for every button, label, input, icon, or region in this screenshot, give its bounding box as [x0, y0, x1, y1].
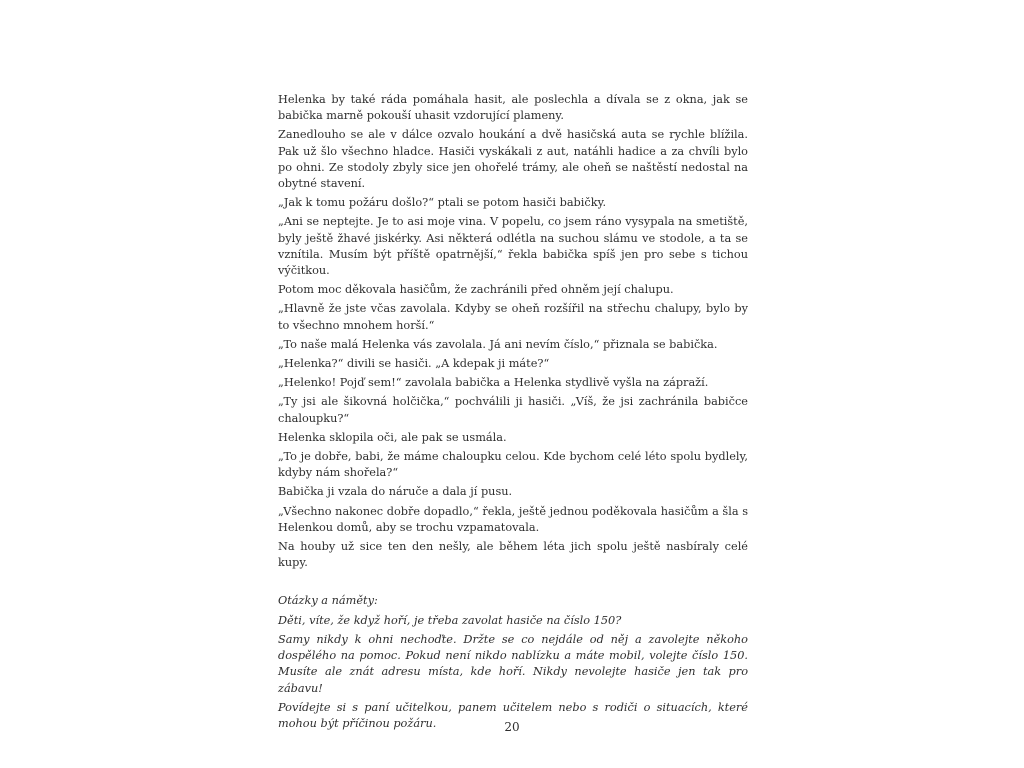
- paragraph: „Ani se neptejte. Je to asi moje vina. V popelu, co jsem ráno vysypala na smetiště, byly ještě žhavé jiskérky. Asi některá odlétla na suchou slámu ve stodole, a ta se vznítila. Musím být příště opatrnější,“ řekla babička spíš jen pro sebe s tichou výčitkou.: [278, 215, 748, 278]
- story-text: [278, 92, 748, 735]
- question-item: Povídejte si s paní učitelkou, panem učitelem nebo s rodiči o situacích, které mohou být příčinou požáru.: [278, 700, 748, 730]
- question-item: Děti, víte, že když hoří, je třeba zavolat hasiče na číslo 150?: [278, 613, 622, 627]
- paragraph: „Jak k tomu požáru došlo?“ ptali se potom hasiči babičky.: [278, 196, 607, 210]
- paragraph: „To je dobře, babi, že máme chaloupku celou. Kde bychom celé léto spolu bydlely, kdyby nám shořela?“: [278, 450, 748, 480]
- paragraph: Zanedlouho se ale v dálce ozvalo houkání a dvě hasičská auta se rychle blížila. Pak už šlo všechno hladce. Hasiči vyskákali z aut, natáhli hadice a za chvíli bylo po ohni. Ze stodoly zbyly sice jen ohořelé trámy, ale oheň se naštěstí nedostal na obytné stavení.: [278, 128, 748, 191]
- paragraph: „To naše malá Helenka vás zavolala. Já ani nevím číslo,“ přiznala se babička.: [278, 337, 718, 351]
- paragraph: „Hlavně že jste včas zavolala. Kdyby se oheň rozšířil na střechu chalupy, bylo by to všechno mnohem horší.“: [278, 302, 748, 332]
- paragraph: „Helenka?“ divili se hasiči. „A kdepak ji máte?“: [278, 357, 550, 371]
- paragraph: Potom moc děkovala hasičům, že zachránili před ohněm její chalupu.: [278, 283, 674, 297]
- paragraph: „Všechno nakonec dobře dopadlo,“ řekla, ještě jednou poděkovala hasičům a šla s Helenkou domů, aby se trochu vzpamatovala.: [278, 504, 748, 534]
- page-number: 20: [504, 720, 520, 734]
- question-item: Samy nikdy k ohni nechoďte. Držte se co nejdále od něj a zavolejte někoho dospělého na pomoc. Pokud není nikdo nablízku a máte mobil, volejte číslo 150. Musíte ale znát adresu místa, kde hoří. Nikdy nevolejte hasiče jen tak pro zábavu!: [278, 632, 748, 695]
- paragraph: Na houby už sice ten den nešly, ale během léta jich spolu ještě nasbíraly celé kupy.: [278, 540, 748, 570]
- paragraph: „Ty jsi ale šikovná holčička,“ pochválili ji hasiči. „Víš, že jsi zachránila babičce chaloupku?“: [278, 395, 748, 425]
- paragraph: Helenka by také ráda pomáhala hasit, ale poslechla a dívala se z okna, jak se babička marně pokouší uhasit vzdorující plameny.: [278, 93, 748, 123]
- paragraph: Helenka sklopila oči, ale pak se usmála.: [278, 430, 507, 444]
- paragraph: Babička ji vzala do náruče a dala jí pusu.: [278, 485, 513, 499]
- paragraph: „Helenko! Pojď sem!“ zavolala babička a Helenka stydlivě vyšla na zápraží.: [278, 376, 709, 390]
- questions-heading: Otázky a náměty:: [278, 594, 378, 608]
